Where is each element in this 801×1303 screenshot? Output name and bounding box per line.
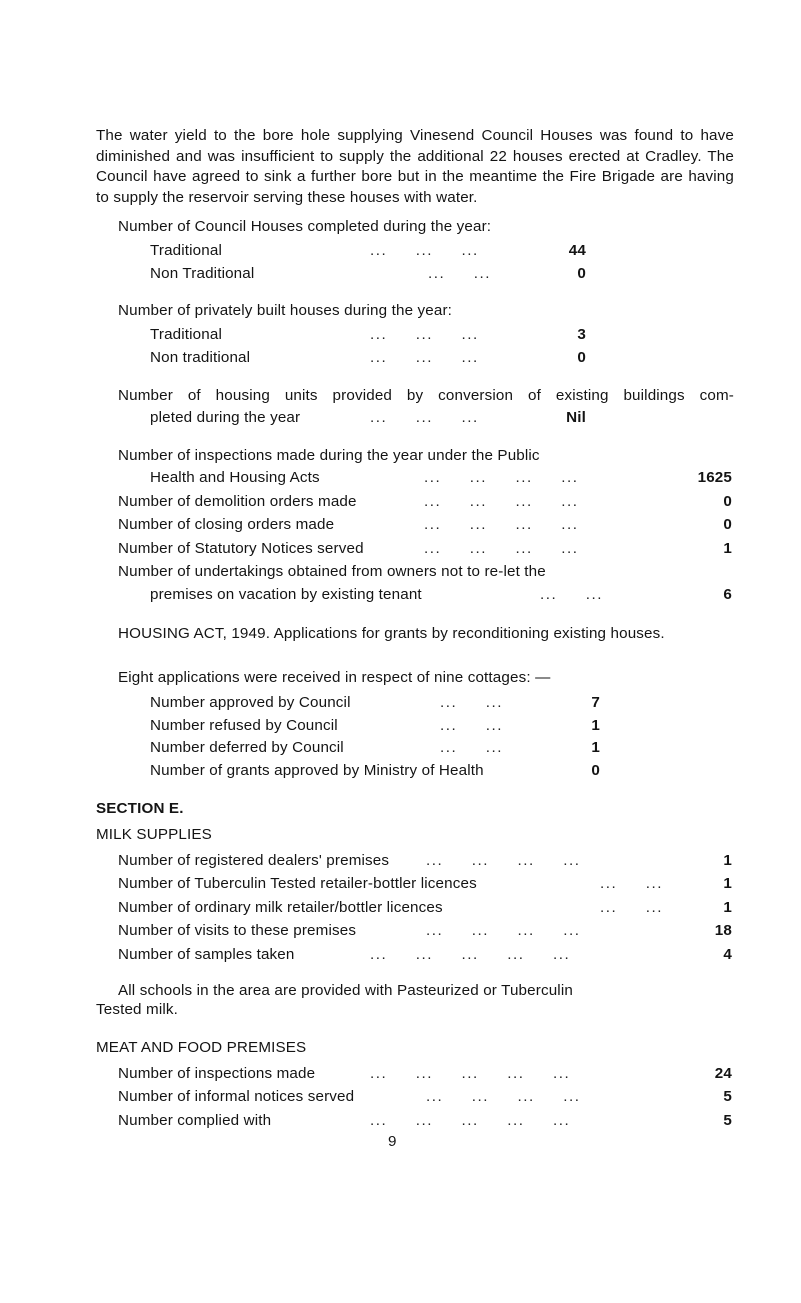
leader-dots: ... ... bbox=[428, 265, 491, 282]
conversion-line2: pleted during the year bbox=[150, 409, 301, 426]
statutory-notices-value: 1 bbox=[723, 540, 732, 557]
council-houses-heading: Number of Council Houses completed during the year: bbox=[118, 218, 492, 235]
meat-row-label: Number complied with bbox=[118, 1112, 272, 1129]
leader-dots: ... ... bbox=[440, 717, 503, 734]
intro-paragraph: The water yield to the bore hole supplying Vinesend Council Houses was found to have diminished and was insufficient to supply the additional 22 houses erected at Cradley. The Council have agreed to sink a further bore but in the meantime the Fire Brigade are having to supply the reservoir serving these houses with water. bbox=[96, 127, 734, 206]
leader-dots: ... ... ... bbox=[370, 242, 479, 259]
refused-value: 1 bbox=[591, 717, 600, 734]
milk-row-label: Number of visits to these premises bbox=[118, 922, 357, 939]
meat-row-value: 5 bbox=[723, 1112, 732, 1129]
milk-row-label: Number of ordinary milk retailer/bottler licences bbox=[118, 899, 443, 916]
undertakings-line2: premises on vacation by existing tenant bbox=[150, 586, 422, 603]
deferred-value: 1 bbox=[591, 739, 600, 756]
grants-ministry-label: Number of grants approved by Ministry of Health bbox=[150, 762, 484, 779]
leader-dots: ... ... ... ... bbox=[424, 540, 579, 557]
conversion-value: Nil bbox=[566, 409, 586, 426]
approved-label: Number approved by Council bbox=[150, 694, 351, 711]
approved-value: 7 bbox=[591, 694, 600, 711]
leader-dots: ... ... ... ... ... bbox=[370, 946, 571, 963]
leader-dots: ... ... bbox=[600, 899, 663, 916]
council-non-traditional-value: 0 bbox=[577, 265, 586, 282]
page-number: 9 bbox=[388, 1133, 397, 1150]
undertakings-line1: Number of undertakings obtained from owners not to re-let the bbox=[118, 563, 546, 580]
housing-act-paragraph: HOUSING ACT, 1949. Applications for grants by reconditioning existing houses. bbox=[118, 625, 665, 642]
milk-row-label: Number of Tuberculin Tested retailer-bottler licences bbox=[118, 875, 477, 892]
milk-row-value: 4 bbox=[723, 946, 732, 963]
leader-dots: ... ... bbox=[540, 586, 603, 603]
leader-dots: ... ... bbox=[600, 875, 663, 892]
meat-row-label: Number of inspections made bbox=[118, 1065, 316, 1082]
milk-row-value: 18 bbox=[714, 922, 732, 939]
leader-dots: ... ... ... bbox=[370, 349, 479, 366]
private-non-traditional-label: Non traditional bbox=[150, 349, 251, 366]
section-e-title: SECTION E. bbox=[96, 800, 184, 817]
leader-dots: ... ... ... ... bbox=[424, 516, 579, 533]
refused-label: Number refused by Council bbox=[150, 717, 338, 734]
grants-ministry-value: 0 bbox=[591, 762, 600, 779]
leader-dots: ... ... ... ... bbox=[426, 1088, 581, 1105]
private-traditional-value: 3 bbox=[577, 326, 586, 343]
milk-row-value: 1 bbox=[723, 852, 732, 869]
housing-act-intro: Eight applications were received in respect of nine cottages: — bbox=[118, 669, 551, 686]
private-houses-heading: Number of privately built houses during the year: bbox=[118, 302, 453, 319]
leader-dots: ... ... bbox=[440, 739, 503, 756]
undertakings-value: 6 bbox=[723, 586, 732, 603]
closing-orders-label: Number of closing orders made bbox=[118, 516, 335, 533]
leader-dots: ... ... ... bbox=[370, 326, 479, 343]
milk-supplies-heading: MILK SUPPLIES bbox=[96, 826, 212, 843]
leader-dots: ... ... ... ... ... bbox=[370, 1065, 571, 1082]
milk-note-line1: All schools in the area are provided with Pasteurized or Tuberculin bbox=[118, 982, 573, 999]
leader-dots: ... ... ... ... bbox=[426, 922, 581, 939]
leader-dots: ... ... ... ... bbox=[424, 469, 579, 486]
closing-orders-value: 0 bbox=[723, 516, 732, 533]
private-traditional-label: Traditional bbox=[150, 326, 222, 343]
meat-row-value: 5 bbox=[723, 1088, 732, 1105]
inspections-line1: Number of inspections made during the year under the Public bbox=[118, 447, 540, 464]
milk-row-label: Number of registered dealers' premises bbox=[118, 852, 390, 869]
milk-row-value: 1 bbox=[723, 875, 732, 892]
demolition-orders-label: Number of demolition orders made bbox=[118, 493, 357, 510]
private-non-traditional-value: 0 bbox=[577, 349, 586, 366]
statutory-notices-label: Number of Statutory Notices served bbox=[118, 540, 364, 557]
council-traditional-label: Traditional bbox=[150, 242, 222, 259]
leader-dots: ... ... ... bbox=[370, 409, 479, 426]
meat-row-label: Number of informal notices served bbox=[118, 1088, 355, 1105]
deferred-label: Number deferred by Council bbox=[150, 739, 344, 756]
leader-dots: ... ... ... ... bbox=[424, 493, 579, 510]
meat-row-value: 24 bbox=[714, 1065, 732, 1082]
leader-dots: ... ... ... ... bbox=[426, 852, 581, 869]
council-non-traditional-label: Non Traditional bbox=[150, 265, 255, 282]
council-traditional-value: 44 bbox=[568, 242, 586, 259]
meat-food-heading: MEAT AND FOOD PREMISES bbox=[96, 1039, 307, 1056]
demolition-orders-value: 0 bbox=[723, 493, 732, 510]
milk-row-label: Number of samples taken bbox=[118, 946, 295, 963]
milk-row-value: 1 bbox=[723, 899, 732, 916]
inspections-value: 1625 bbox=[697, 469, 732, 486]
milk-note-line2: Tested milk. bbox=[96, 1001, 178, 1018]
inspections-line2: Health and Housing Acts bbox=[150, 469, 320, 486]
leader-dots: ... ... ... ... ... bbox=[370, 1112, 571, 1129]
conversion-line1: Number of housing units provided by conversion of existing buildings com- bbox=[118, 387, 734, 404]
leader-dots: ... ... bbox=[440, 694, 503, 711]
